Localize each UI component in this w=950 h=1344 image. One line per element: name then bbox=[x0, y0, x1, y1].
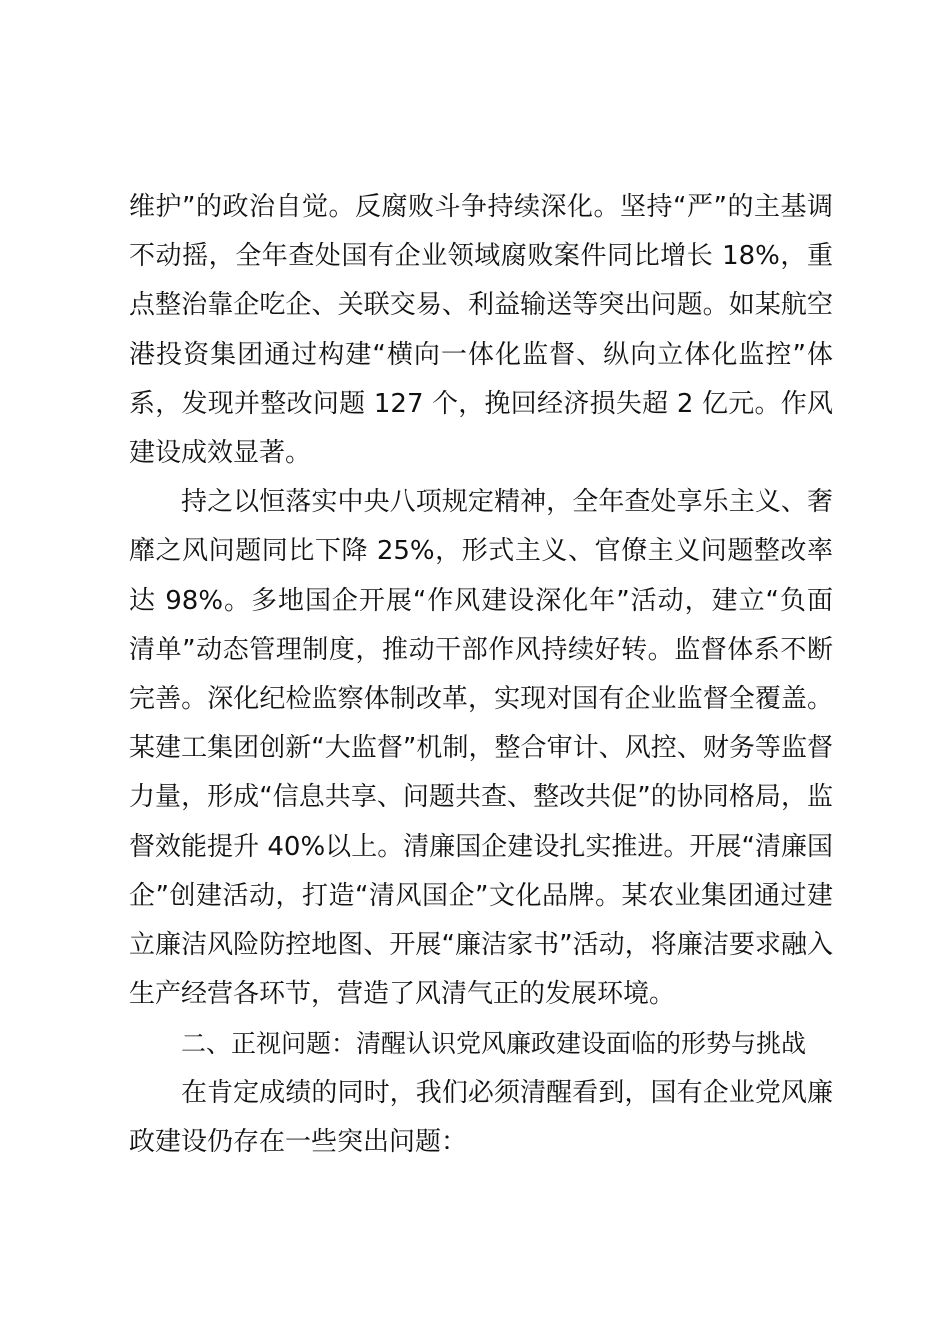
paragraph-continuation: 维护”的政治自觉。反腐败斗争持续深化。坚持“严”的主基调不动摇，全年查处国有企业领域腐败案件同比增长 18%，重点整治靠企吃企、关联交易、利益输送等突出问题。如某航空港投资集团通过构建“横向一体化监督、纵向立体化监控”体系，发现并整改问题 127 个，挽回经济损失超 2 亿元。作风建设成效显著。 bbox=[129, 192, 833, 469]
section-heading: 二、正视问题：清醒认识党风廉政建设面临的形势与挑战 bbox=[181, 1029, 807, 1059]
paragraph-intro: 在肯定成绩的同时，我们必须清醒看到，国有企业党风廉政建设仍存在一些突出问题： bbox=[129, 1077, 833, 1157]
document-body bbox=[129, 183, 833, 1167]
paragraph-body: 持之以恒落实中央八项规定精神，全年查处享乐主义、奢靡之风问题同比下降 25%，形式主义、官僚主义问题整改率达 98%。多地国企开展“作风建设深化年”活动，建立“负面清单”动态管理制度，推动干部作风持续好转。监督体系不断完善。深化纪检监察体制改革，实现对国有企业监督全覆盖。某建工集团创新“大监督”机制，整合审计、风控、财务等监督力量，形成“信息共享、问题共查、整改共促”的协同格局，监督效能提升 40%以上。清廉国企建设扎实推进。开展“清廉国企”创建活动，打造“清风国企”文化品牌。某农业集团通过建立廉洁风险防控地图、开展“廉洁家书”活动，将廉洁要求融入生产经营各环节，营造了风清气正的发展环境。 bbox=[129, 487, 833, 1010]
